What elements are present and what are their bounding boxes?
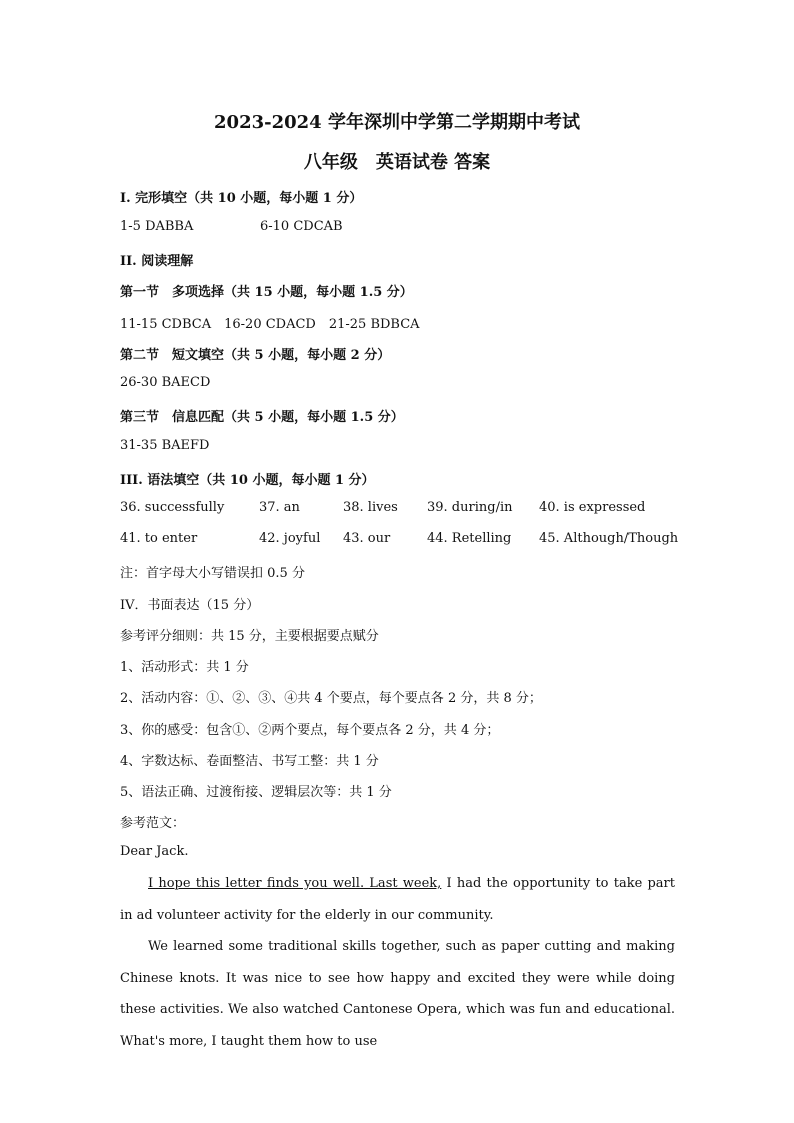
grammar-answer: 43. our: [343, 531, 391, 546]
letter-salutation: Dear Jack.: [120, 844, 189, 859]
section2-heading: II. 阅读理解: [120, 254, 194, 269]
letter-paragraph-1-text: I had the opportunity to take part in ad volunteer activity for the elderly in our community.: [120, 876, 675, 923]
sample-label: 参考范文：: [120, 816, 186, 831]
page-title: 2023-2024 学年深圳中学第二学期期中考试: [214, 112, 580, 133]
letter-paragraph-1: [120, 868, 675, 931]
page-subtitle: 八年级 英语试卷 答案: [303, 152, 491, 173]
criteria-item: 3、你的感受：包含①、②两个要点，每个要点各 2 分，共 4 分；: [120, 723, 500, 738]
section2-part2-heading: 第二节 短文填空（共 5 小题，每小题 2 分）: [120, 348, 391, 363]
grammar-note: 注：首字母大小写错误扣 0.5 分: [120, 566, 305, 581]
letter-paragraph-1-underlined: I hope this letter finds you well. Last week,: [148, 876, 442, 891]
section1-heading: I. 完形填空（共 10 小题，每小题 1 分）: [120, 191, 363, 206]
letter-paragraph-2: We learned some traditional skills together, such as paper cutting and making Chinese knots. It was nice to see how happy and excited they were while doing these activities. We also watched Cantonese Opera, which was fun and educational. What's more, I taught them how to use: [120, 939, 675, 1049]
section1-answers-a: 1-5 DABBA: [120, 219, 194, 234]
criteria-item: 2、活动内容：①、②、③、④共 4 个要点，每个要点各 2 分，共 8 分；: [120, 691, 542, 706]
section2-part3-heading: 第三节 信息匹配（共 5 小题，每小题 1.5 分）: [120, 410, 404, 425]
section2-part3-answers: 31-35 BAEFD: [120, 438, 210, 453]
criteria-intro: 参考评分细则：共 15 分，主要根据要点赋分: [120, 629, 379, 644]
grammar-answer: 37. an: [259, 500, 300, 515]
section2-part2-answers: 26-30 BAECD: [120, 375, 211, 390]
grammar-answer: 44. Retelling: [427, 531, 512, 546]
section3-heading: III. 语法填空（共 10 小题，每小题 1 分）: [120, 473, 375, 488]
grammar-answer: 40. is expressed: [539, 500, 646, 515]
section2-part1-heading: 第一节 多项选择（共 15 小题，每小题 1.5 分）: [120, 285, 413, 300]
grammar-answer: 45. Although/Though: [539, 531, 679, 546]
criteria-item: 1、活动形式：共 1 分: [120, 660, 249, 675]
section4-heading: IV．书面表达（15 分）: [120, 598, 260, 613]
criteria-item: 5、语法正确、过渡衔接、逻辑层次等：共 1 分: [120, 785, 392, 800]
criteria-item: 4、字数达标、卷面整洁、书写工整：共 1 分: [120, 754, 379, 769]
grammar-answer: 39. during/in: [427, 500, 513, 515]
section1-answers-b: 6-10 CDCAB: [260, 219, 343, 234]
grammar-answer: 41. to enter: [120, 531, 198, 546]
section2-part1-answers: 11-15 CDBCA 16-20 CDACD 21-25 BDBCA: [120, 317, 420, 332]
grammar-answer: 42. joyful: [259, 531, 321, 546]
grammar-answer: 38. lives: [343, 500, 398, 515]
grammar-answer: 36. successfully: [120, 500, 225, 515]
